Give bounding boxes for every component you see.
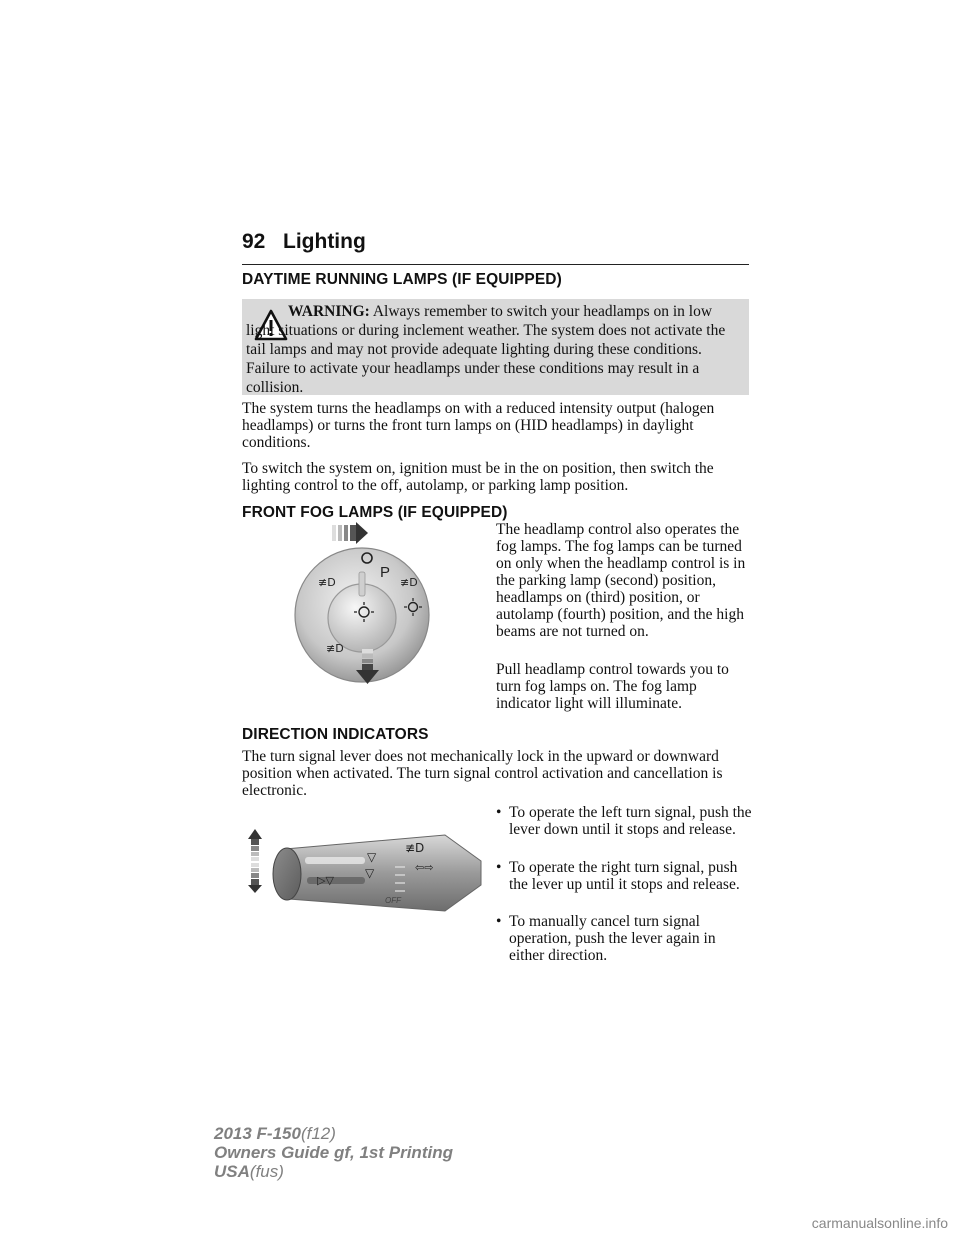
fog-paragraph-1: The headlamp control also operates the fog lamps. The fog lamps can be turned on only when the headlamp control is in the parking lamp (second) position, headlamps on (third) position, or autolamp (fourth) position, and the high beams are not turned on. xyxy=(496,521,746,640)
bullet-dot: • xyxy=(496,859,502,876)
footer-model-code: (f12) xyxy=(300,1124,336,1143)
warning-box xyxy=(242,299,749,395)
watermark: carmanualsonline.info xyxy=(811,1215,948,1231)
drl-paragraph-1: The system turns the headlamps on with a reduced intensity output (halogen headlamps) or turns the front turn lamps on (HID headlamps) in daylight conditions. xyxy=(242,400,715,451)
drl-heading: DAYTIME RUNNING LAMPS (IF EQUIPPED) xyxy=(242,271,562,288)
page-number: 92 xyxy=(242,230,266,253)
svg-text:≢D: ≢D xyxy=(326,642,344,655)
footer-line-2: Owners Guide gf, 1st Printing xyxy=(214,1143,453,1162)
direction-paragraph-1: The turn signal lever does not mechanically lock in the upward or downward position when activated. The turn signal control activation and cancellation is electronic. xyxy=(242,748,723,799)
turn-signal-lever-illustration xyxy=(245,827,489,913)
lever-off-label: OFF xyxy=(385,896,401,905)
footer-line-3 xyxy=(214,1162,284,1182)
bullet-text: To operate the right turn signal, push the lever up until it stops and release. xyxy=(509,859,740,893)
fog-paragraph-2: Pull headlamp control towards you to turn fog lamps on. The fog lamp indicator light will illuminate. xyxy=(496,661,729,712)
headlamp-control-illustration xyxy=(286,522,438,692)
bullet-text: To operate the left turn signal, push the lever down until it stops and release. xyxy=(509,804,752,838)
direction-heading: DIRECTION INDICATORS xyxy=(242,726,429,743)
svg-text:≢D: ≢D xyxy=(405,841,425,855)
footer-market: USA xyxy=(214,1162,250,1181)
bullet-dot: • xyxy=(496,804,502,821)
warning-text xyxy=(246,302,743,397)
svg-text:P: P xyxy=(380,564,391,581)
drl-paragraph-2: To switch the system on, ignition must be in the on position, then switch the lighting control to the off, autolamp, or parking lamp position. xyxy=(242,460,714,494)
svg-text:≢D: ≢D xyxy=(400,576,418,589)
svg-text:▷▽: ▷▽ xyxy=(317,874,334,887)
bullet-dot: • xyxy=(496,913,502,930)
warning-body: Always remember to switch your headlamps on in low light situations or during inclement weather. The system does not activate the tail lamps and may not provide adequate lighting during these conditions. Failure to activate your headlamps under these conditions may result in a collision. xyxy=(246,303,726,396)
svg-text:⇦⇨: ⇦⇨ xyxy=(415,861,434,874)
fog-heading: FRONT FOG LAMPS (IF EQUIPPED) xyxy=(242,504,508,521)
svg-text:▽: ▽ xyxy=(365,866,375,880)
footer-market-code: (fus) xyxy=(249,1162,284,1181)
footer-line-1 xyxy=(214,1124,336,1144)
page-header xyxy=(242,230,749,265)
section-title: Lighting xyxy=(283,230,366,253)
svg-text:▽: ▽ xyxy=(367,850,377,864)
bullet-text: To manually cancel turn signal operation, push the lever again in either direction. xyxy=(509,913,716,964)
svg-text:≢D: ≢D xyxy=(318,576,336,589)
warning-label: WARNING: xyxy=(288,303,370,320)
footer-model: 2013 F-150 xyxy=(214,1124,301,1143)
